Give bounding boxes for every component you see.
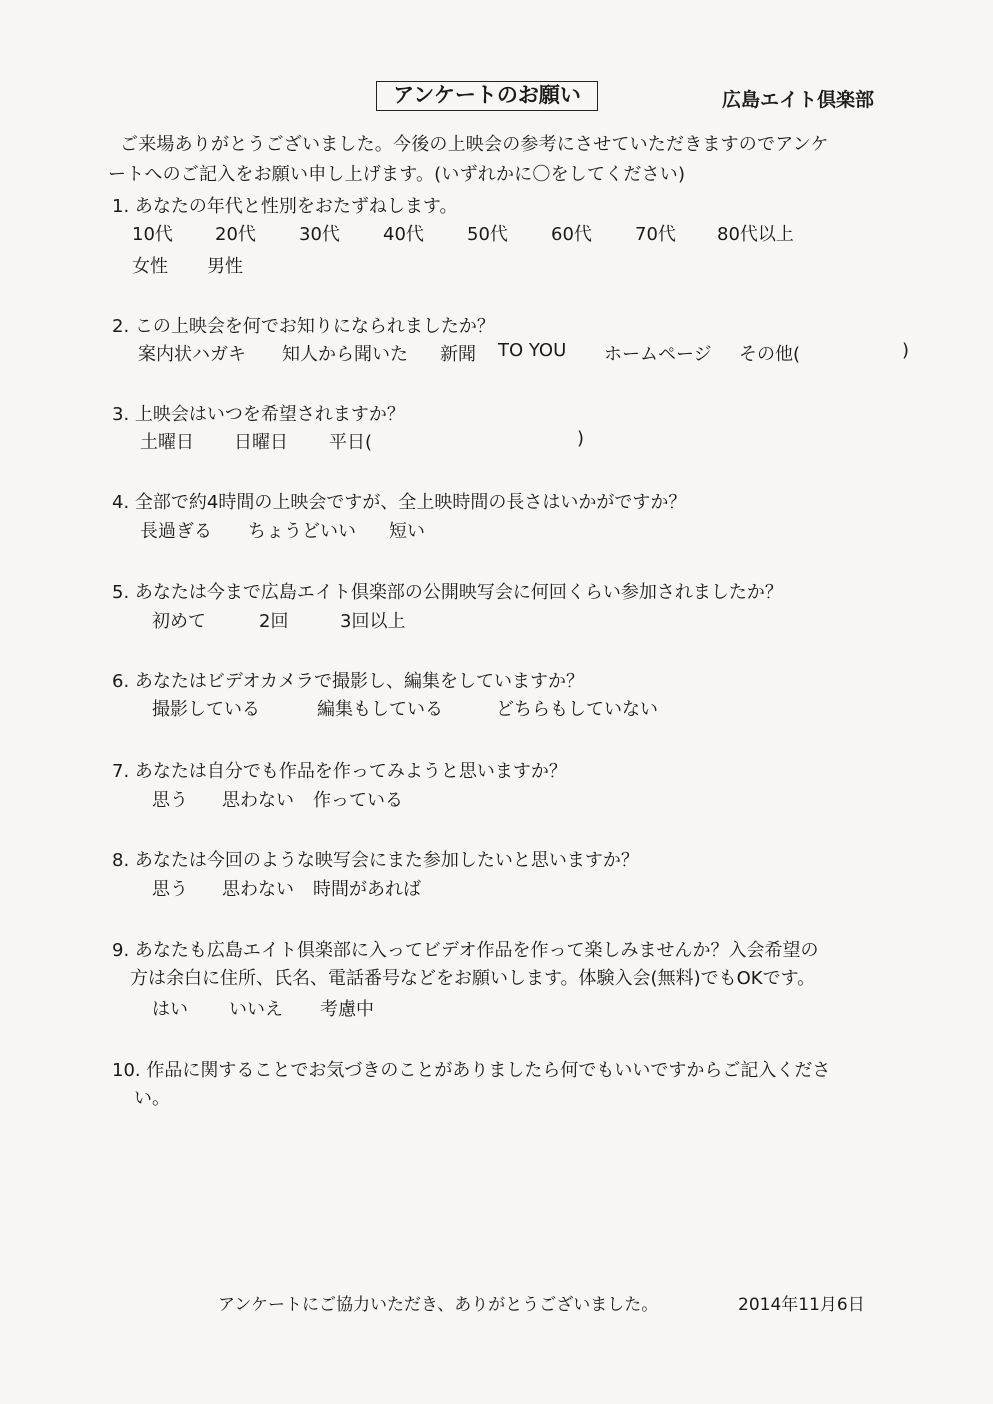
question-5: 5. あなたは今まで広島エイト倶楽部の公開映写会に何回くらい参加されましたか？ <box>112 582 783 603</box>
q5-option-three-plus[interactable]: 3回以上 <box>340 611 406 632</box>
footer-thanks: アンケートにご協力いただき、ありがとうございました。 <box>218 1295 659 1315</box>
q2-other-close-paren: ) <box>902 340 910 361</box>
q1-option-female[interactable]: 女性 <box>132 256 168 277</box>
q6-option-shooting[interactable]: 撮影している <box>152 699 260 720</box>
q1-option-50s[interactable]: 50代 <box>467 224 508 245</box>
q9-option-yes[interactable]: はい <box>152 999 188 1020</box>
q3-weekday-close-paren: ) <box>577 428 585 449</box>
q1-option-male[interactable]: 男性 <box>207 256 243 277</box>
q1-option-70s[interactable]: 70代 <box>635 224 676 245</box>
question-4: 4. 全部で約4時間の上映会ですが、全上映時間の長さはいかがですか？ <box>112 492 687 513</box>
q8-option-yes[interactable]: 思う <box>152 879 188 900</box>
q5-option-first-time[interactable]: 初めて <box>152 611 206 632</box>
intro-line-1: ご来場ありがとうございました。今後の上映会の参考にさせていただきますのでアンケ <box>120 134 829 155</box>
q1-option-40s[interactable]: 40代 <box>383 224 424 245</box>
q8-option-if-time[interactable]: 時間があれば <box>313 879 421 900</box>
q6-option-editing[interactable]: 編集もしている <box>317 699 443 720</box>
q9-option-no[interactable]: いいえ <box>229 999 283 1020</box>
question-1: 1. あなたの年代と性別をおたずねします。 <box>112 196 458 217</box>
question-6: 6. あなたはビデオカメラで撮影し、編集をしていますか？ <box>112 671 584 692</box>
question-9-line-2: 方は余白に住所、氏名、電話番号などをお願いします。体験入会(無料)でもOKです。 <box>130 968 816 989</box>
footer-date: 2014年11月6日 <box>738 1295 865 1315</box>
q1-option-60s[interactable]: 60代 <box>551 224 592 245</box>
q3-option-saturday[interactable]: 土曜日 <box>140 432 194 453</box>
organization-name: 広島エイト倶楽部 <box>722 89 875 111</box>
q1-option-10s[interactable]: 10代 <box>132 224 173 245</box>
question-7: 7. あなたは自分でも作品を作ってみようと思いますか？ <box>112 761 567 782</box>
q1-option-80s-plus[interactable]: 80代以上 <box>717 224 794 245</box>
question-8: 8. あなたは今回のような映写会にまた参加したいと思いますか？ <box>112 850 639 871</box>
question-10: 10. 作品に関することでお気づきのことがありましたら何でもいいですからご記入くださ <box>112 1060 831 1081</box>
q2-option-other[interactable]: その他( <box>739 344 801 365</box>
q2-option-homepage[interactable]: ホームページ <box>604 344 712 365</box>
question-10-line-2: い。 <box>134 1088 170 1109</box>
q2-option-to-you[interactable]: TO YOU <box>498 340 567 361</box>
q3-option-weekday[interactable]: 平日( <box>329 432 373 453</box>
q3-option-sunday[interactable]: 日曜日 <box>234 432 288 453</box>
q5-option-twice[interactable]: 2回 <box>259 611 289 632</box>
survey-title: アンケートのお願い <box>376 81 598 111</box>
q4-option-just-right[interactable]: ちょうどいい <box>248 521 356 542</box>
q1-option-30s[interactable]: 30代 <box>299 224 340 245</box>
intro-line-2: ートへのご記入をお願い申し上げます。(いずれかに〇をしてください) <box>108 164 686 185</box>
q7-option-yes[interactable]: 思う <box>152 790 188 811</box>
q1-option-20s[interactable]: 20代 <box>215 224 256 245</box>
q7-option-no[interactable]: 思わない <box>222 790 294 811</box>
question-9: 9. あなたも広島エイト倶楽部に入ってビデオ作品を作って楽しみませんか？入会希望の <box>112 940 819 961</box>
question-3: 3. 上映会はいつを希望されますか？ <box>112 404 405 425</box>
q6-option-neither[interactable]: どちらもしていない <box>496 699 658 720</box>
q8-option-no[interactable]: 思わない <box>222 879 294 900</box>
q9-option-considering[interactable]: 考慮中 <box>320 999 374 1020</box>
q4-option-too-long[interactable]: 長過ぎる <box>140 521 212 542</box>
q2-option-acquaintance[interactable]: 知人から聞いた <box>282 344 408 365</box>
q4-option-short[interactable]: 短い <box>389 521 425 542</box>
q7-option-making[interactable]: 作っている <box>313 790 403 811</box>
q2-option-newspaper[interactable]: 新聞 <box>440 344 476 365</box>
question-2: 2. この上映会を何でお知りになられましたか？ <box>112 316 495 337</box>
q2-option-postcard[interactable]: 案内状ハガキ <box>138 344 246 365</box>
